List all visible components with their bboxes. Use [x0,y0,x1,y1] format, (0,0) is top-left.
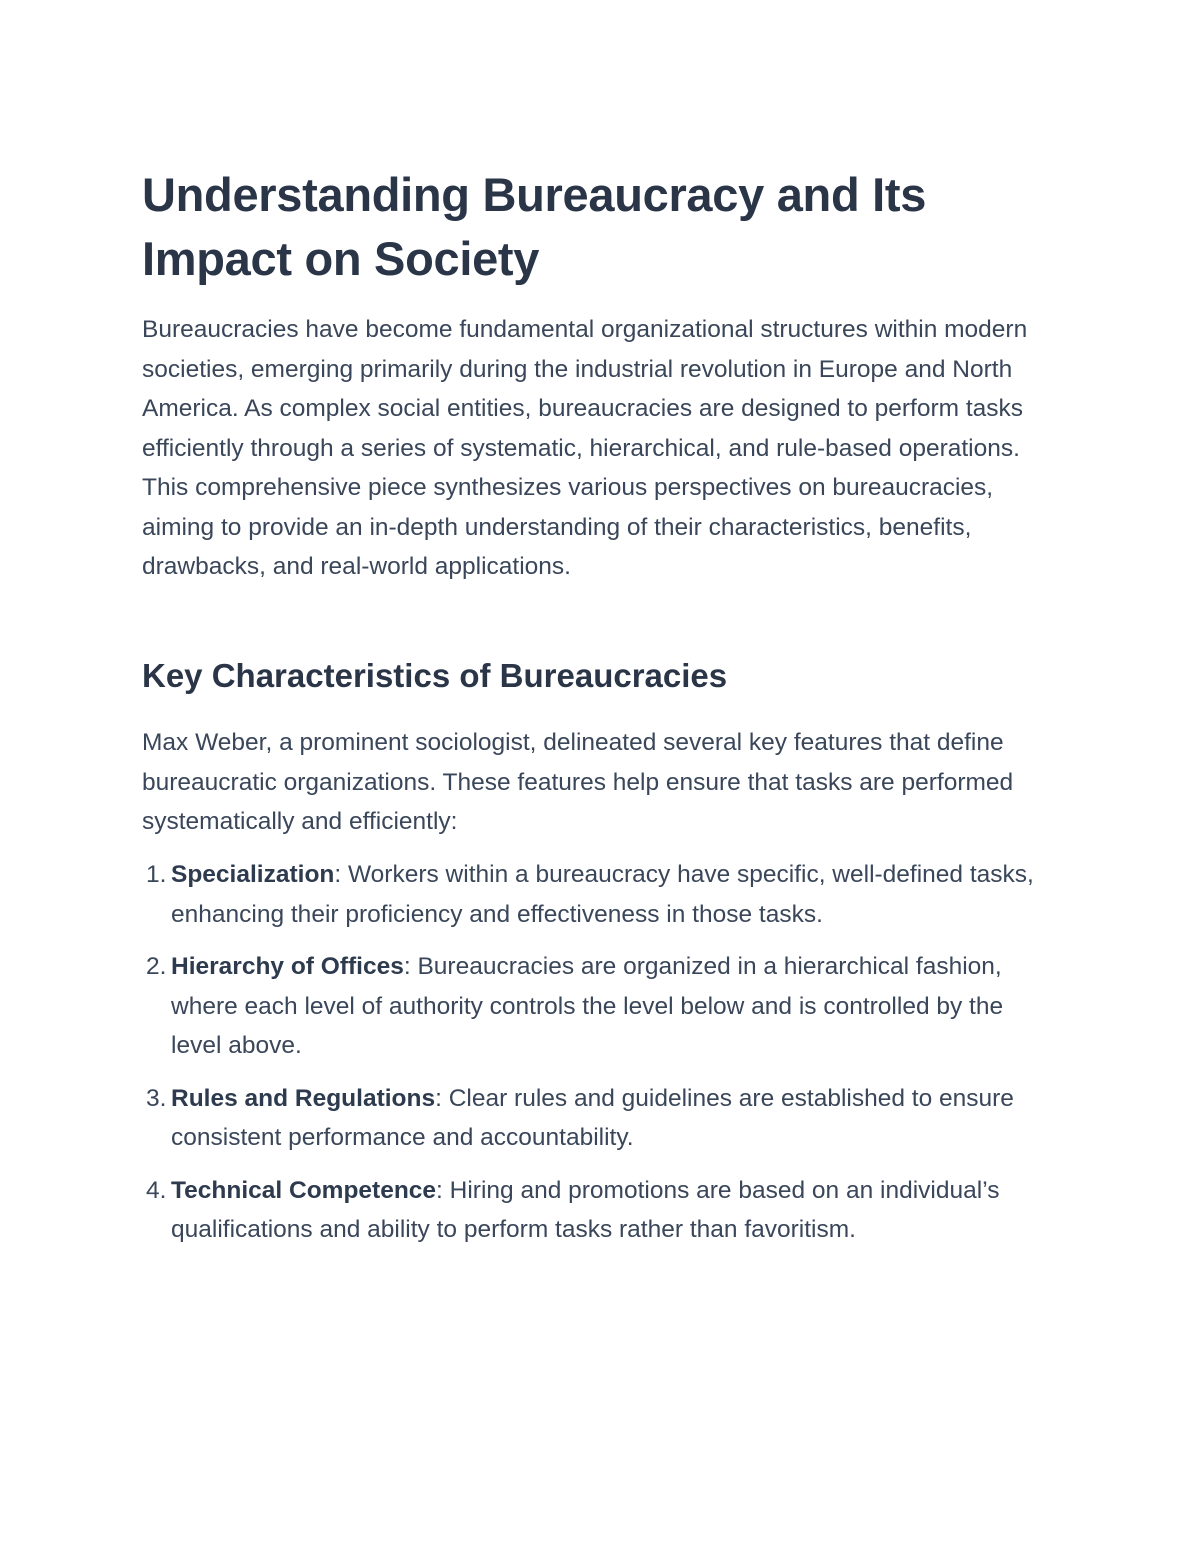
list-item-text: : Clear rules and guidelines are established to ensure consistent performance and accountability. [171,1084,1014,1151]
characteristics-list [142,855,1047,1263]
list-item-text: : Workers within a bureaucracy have specific, well-defined tasks, enhancing their proficiency and effectiveness in those tasks. [171,861,1034,928]
list-item-text: : Bureaucracies are organized in a hierarchical fashion, where each level of authority controls the level below and is controlled by the level above. [171,953,1004,1059]
list-item-number: 1. [146,861,167,888]
list-item-term: Rules and Regulations [171,1084,436,1112]
list-item-technical-competence [142,1171,1047,1250]
list-item-specialization [142,855,1047,934]
list-item-number: 2. [146,953,167,980]
list-item-text: : Hiring and promotions are based on an individual’s qualifications and ability to perform tasks rather than favoritism. [171,1176,1000,1243]
document-title: Understanding Bureaucracy and Its Impact on Society [142,168,927,285]
section-heading: Key Characteristics of Bureaucracies [142,657,728,694]
list-item-term: Specialization [171,861,335,888]
intro-paragraph: Bureaucracies have become fundamental organizational structures within modern societies, emerging primarily during the industrial revolution in Europe and North America. As complex social entities, bureaucracies are designed to perform tasks efficiently through a series of systematic, hierarchical, and rule-based operations. This comprehensive piece synthesizes various perspectives on bureaucracies, aiming to provide an in-depth understanding of their characteristics, benefits, drawbacks, and real-world applications. [142,316,1028,580]
list-item-hierarchy-of-offices [142,947,1047,1066]
section-intro-paragraph: Max Weber, a prominent sociologist, delineated several key features that define bureaucratic organizations. These features help ensure that tasks are performed systematically and efficiently: [142,729,1014,835]
list-item-term: Technical Competence [171,1176,437,1204]
list-item-number: 3. [146,1084,167,1112]
list-item-term: Hierarchy of Offices [171,953,404,980]
list-item-rules-and-regulations [142,1079,1047,1158]
list-item-number: 4. [146,1176,167,1204]
